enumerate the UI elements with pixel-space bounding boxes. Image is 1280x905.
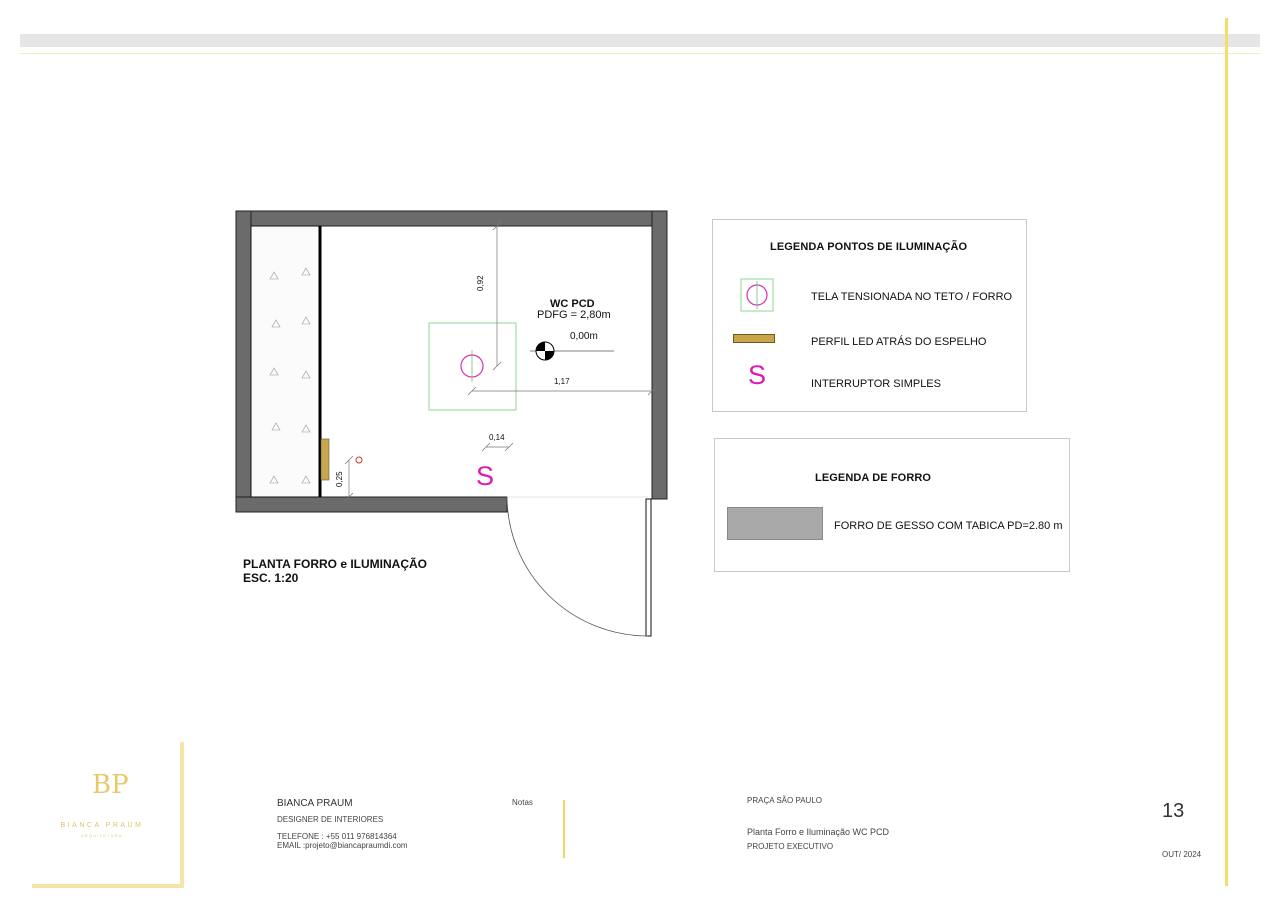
shower-area xyxy=(251,226,320,497)
door-swing xyxy=(507,497,651,636)
switch-icon: S xyxy=(476,461,495,491)
designer-name: BIANCA PRAUM xyxy=(277,798,353,809)
dimension-025: 0,25 xyxy=(335,471,344,487)
dimension-014: 0,14 xyxy=(489,433,505,442)
tensioned-ceiling-light-icon xyxy=(429,323,516,410)
plan-title-line1: PLANTA FORRO e ILUMINAÇÃO xyxy=(243,557,427,571)
gypsum-ceiling-swatch xyxy=(727,507,823,540)
led-profile-icon xyxy=(733,334,775,343)
legend-item-label: PERFIL LED ATRÁS DO ESPELHO xyxy=(811,336,987,348)
ceiling-legend-title: LEGENDA DE FORRO xyxy=(815,472,932,484)
sheet-title: Planta Forro e Iluminação WC PCD xyxy=(747,827,890,837)
sheet-date: OUT/ 2024 xyxy=(1162,850,1202,859)
plan-title-line2: ESC. 1:20 xyxy=(243,571,299,585)
dimension-092: 0,92 xyxy=(476,275,485,291)
legend-item-label: FORRO DE GESSO COM TABICA PD=2.80 m xyxy=(834,520,1063,532)
logo-card xyxy=(28,738,180,884)
lighting-legend xyxy=(712,219,1027,412)
room-name: WC PCD xyxy=(550,298,595,310)
dimension-117: 1,17 xyxy=(554,377,570,386)
designer-role: DESIGNER DE INTERIORES xyxy=(277,815,384,824)
dimension-lines xyxy=(345,222,656,501)
logo-monogram: BP xyxy=(92,770,129,800)
footer-divider xyxy=(563,800,565,858)
ceiling-legend xyxy=(714,438,1070,572)
led-profile-icon xyxy=(321,439,329,480)
project-phase: PROJETO EXECUTIVO xyxy=(747,842,834,851)
legend-item-label: INTERRUPTOR SIMPLES xyxy=(811,378,941,390)
notes-label: Notas xyxy=(512,798,533,807)
legend-item-label: TELA TENSIONADA NO TETO / FORRO xyxy=(811,291,1013,303)
designer-phone: TELEFONE : +55 011 976814364 xyxy=(277,832,397,841)
switch-icon: S xyxy=(748,360,767,390)
logo-name: BIANCA PRAUM xyxy=(60,822,144,829)
tensioned-ceiling-light-icon xyxy=(740,278,774,312)
lighting-legend-title: LEGENDA PONTOS DE ILUMINAÇÃO xyxy=(770,241,968,253)
page-number: 13 xyxy=(1162,800,1185,822)
level-marker-icon xyxy=(530,342,614,360)
project-name: PRAÇA SÃO PAULO xyxy=(747,796,822,805)
logo-subtitle: ARQUITETURA xyxy=(81,834,123,838)
designer-email: EMAIL :projeto@biancapraumdi.com xyxy=(277,841,408,850)
small-fixture-icon xyxy=(356,457,362,463)
level-label: 0,00m xyxy=(570,331,598,342)
room-pdfg: PDFG = 2,80m xyxy=(537,309,611,321)
